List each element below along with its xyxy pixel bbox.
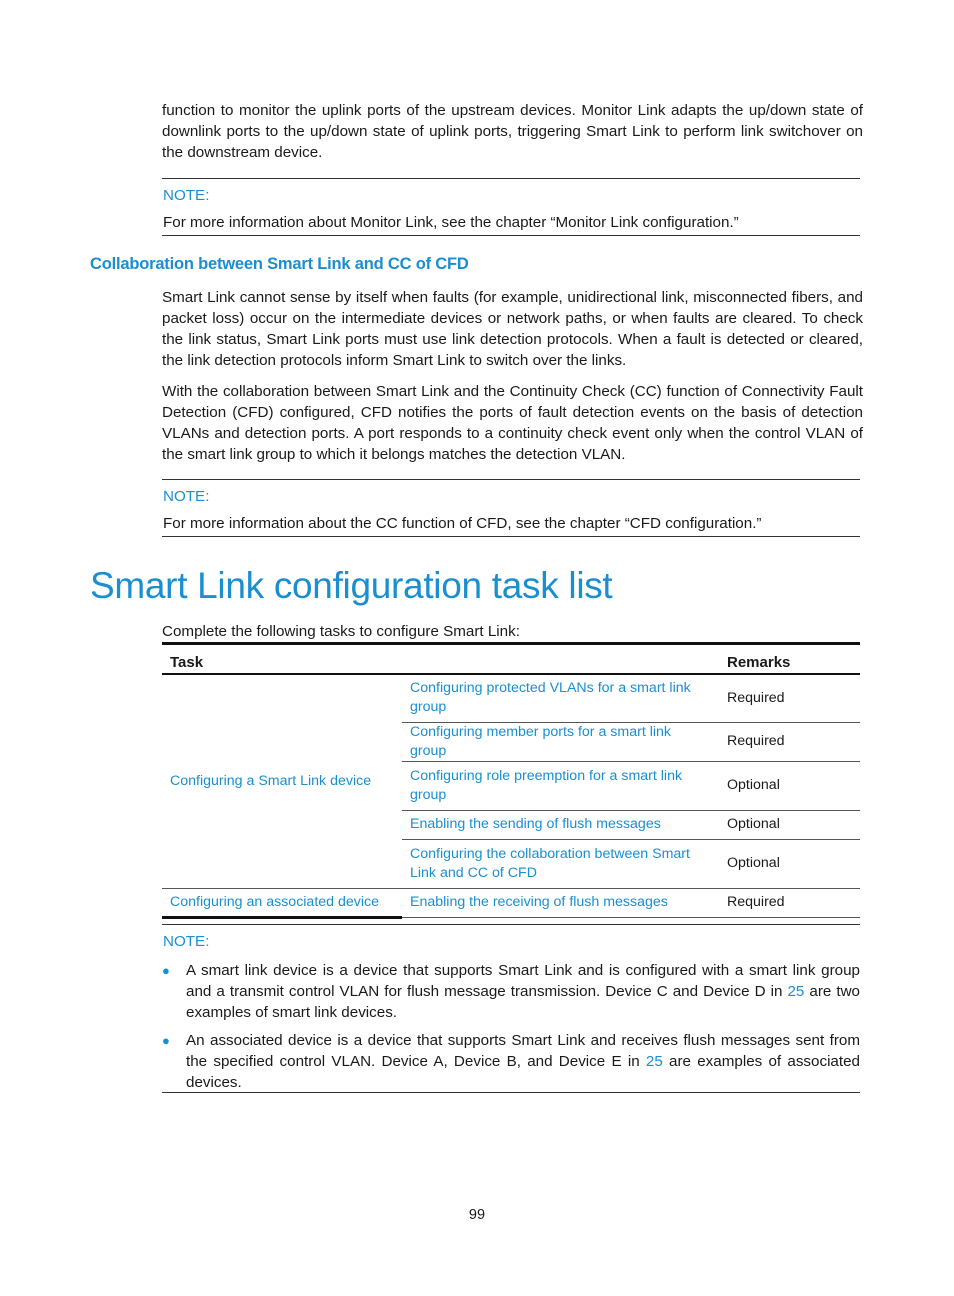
subtask-link[interactable]: Enabling the sending of flush messages	[410, 816, 661, 832]
bullet-text-before: An associated device is a device that supports Smart Link and receives flush messages sent from the specified control VLAN. Device A, Device B, and Device E in	[186, 1032, 860, 1070]
bullet-text-after: are two examples of smart link devices.	[186, 983, 861, 1021]
table-header-row	[162, 644, 860, 675]
section-paragraph-2: With the collaboration between Smart Link and the Continuity Check (CC) function of Connectivity Fault Detection (CFD) configured, CFD notifies the ports of fault detection events on the basis of detection VLANs and detection ports. A port responds to a continuity check event only when the control VLAN of the smart link group to which it belongs matches the detection VLAN.	[162, 383, 863, 463]
section-heading: Collaboration between Smart Link and CC of CFD	[90, 255, 469, 273]
remark-cell: Required	[719, 722, 860, 761]
subtask-cell	[402, 810, 719, 839]
task-group-smart-link-device	[162, 674, 402, 888]
note-text: For more information about the CC function of CFD, see the chapter “CFD configuration.”	[163, 515, 762, 532]
task-table	[162, 642, 860, 919]
subtask-cell	[402, 888, 719, 917]
task-link[interactable]: Configuring a Smart Link device	[170, 772, 372, 789]
header-task: Task	[162, 644, 719, 675]
subtask-cell	[402, 761, 719, 810]
bullet-icon: ●	[162, 1033, 170, 1048]
table-intro-block	[162, 621, 863, 642]
task-group-associated-device	[162, 888, 402, 917]
note-box-devices	[162, 924, 860, 1093]
bullet-text-before: A smart link device is a device that supports Smart Link and is configured with a smart link group and a transmit control VLAN for flush message transmission. Device C and Device D in	[186, 962, 860, 1000]
table-row	[162, 888, 860, 917]
section-paragraph-1: Smart Link cannot sense by itself when faults (for example, unidirectional link, misconnected fibers, and packet loss) occur on the intermediate devices or network paths, or when faults are cleared. To check the link status, Smart Link ports must use link detection protocols. When a fault is detected or cleared, the link detection protocols inform Smart Link to switch over the links.	[162, 289, 863, 369]
subtask-link[interactable]: Configuring member ports for a smart link group	[410, 723, 671, 759]
note-box-monitor-link	[162, 178, 860, 236]
subtask-cell	[402, 722, 719, 761]
table-row	[162, 674, 860, 722]
task-link[interactable]: Configuring an associated device	[170, 893, 380, 910]
list-item	[162, 1030, 860, 1093]
table-intro: Complete the following tasks to configure Smart Link:	[162, 623, 520, 640]
note-label: NOTE:	[163, 933, 210, 950]
subtask-link[interactable]: Configuring protected VLANs for a smart link group	[410, 680, 691, 716]
note-bullets	[162, 960, 860, 1100]
page-title: Smart Link configuration task list	[90, 565, 613, 606]
subtask-link[interactable]: Enabling the receiving of flush messages	[410, 894, 668, 910]
intro-paragraph: function to monitor the uplink ports of the upstream devices. Monitor Link adapts the up/down state of downlink ports to the up/down state of uplink ports, triggering Smart Link to perform link switchover on the downstream device.	[162, 102, 863, 161]
figure-reference-link[interactable]: 25	[645, 1053, 663, 1070]
remark-cell: Required	[719, 888, 860, 917]
note-label: NOTE:	[163, 187, 210, 204]
subtask-cell	[402, 674, 719, 722]
subtask-cell	[402, 839, 719, 888]
header-remarks: Remarks	[719, 644, 860, 675]
remark-cell: Optional	[719, 810, 860, 839]
remark-cell: Required	[719, 674, 860, 722]
figure-reference-link[interactable]: 25	[787, 983, 805, 1000]
list-item	[162, 960, 860, 1023]
note-box-cfd	[162, 479, 860, 537]
bullet-text-after: are examples of associated devices.	[186, 1053, 860, 1091]
note-label: NOTE:	[163, 488, 210, 505]
note-list	[162, 960, 860, 1093]
bullet-icon: ●	[162, 963, 170, 978]
intro-paragraph-block	[162, 100, 863, 163]
subtask-link[interactable]: Configuring role preemption for a smart link group	[410, 767, 683, 803]
section-body	[162, 287, 863, 465]
remark-cell: Optional	[719, 761, 860, 810]
remark-cell: Optional	[719, 839, 860, 888]
note-text: For more information about Monitor Link, see the chapter “Monitor Link configuration.”	[163, 214, 739, 231]
page-number: 99	[468, 1207, 486, 1223]
subtask-link[interactable]: Configuring the collaboration between Smart Link and CC of CFD	[410, 845, 690, 881]
